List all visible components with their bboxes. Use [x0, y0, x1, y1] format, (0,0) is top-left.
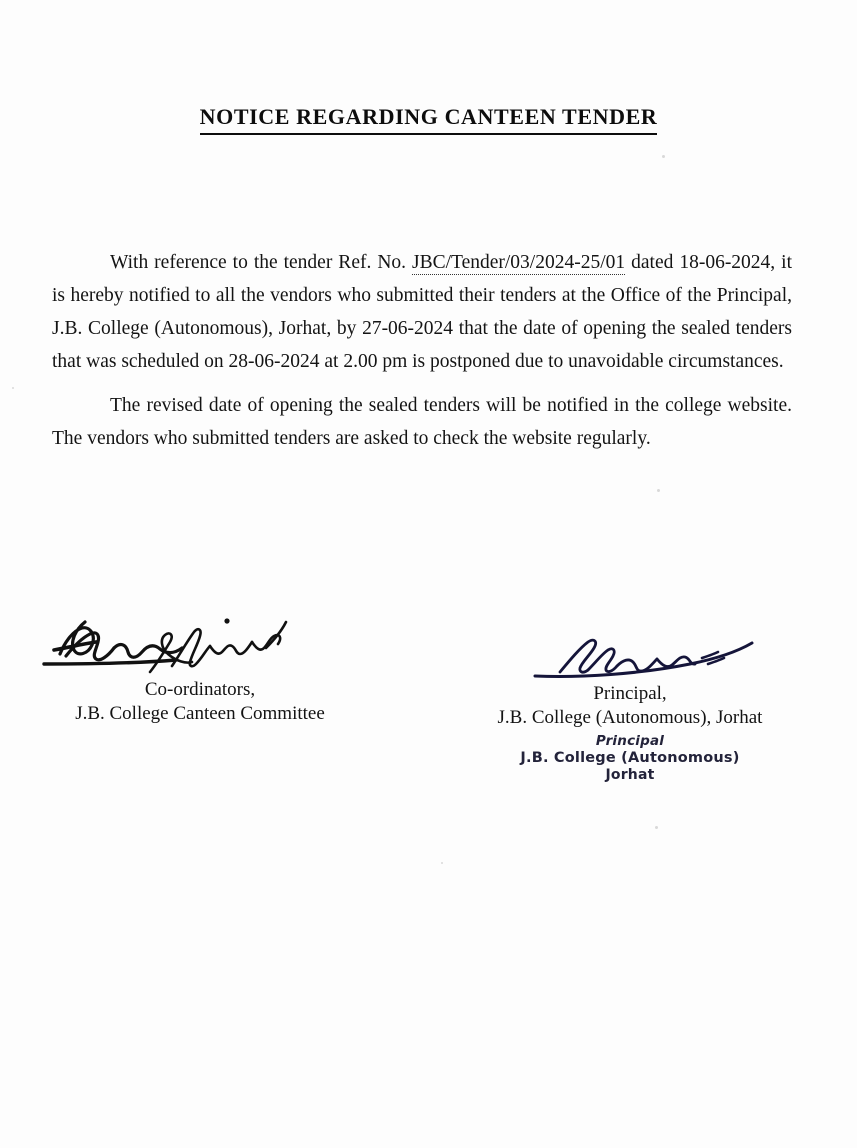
handwritten-signature-coordinator-two-icon	[30, 612, 370, 684]
principal-caption-line-1: Principal,	[593, 683, 667, 704]
scan-speck	[662, 155, 665, 158]
page-title-container	[0, 104, 857, 135]
principal-rubber-stamp	[440, 733, 820, 784]
scan-speck	[441, 862, 443, 864]
principal-signature-ink	[440, 628, 820, 688]
signature-block-coordinators	[30, 612, 370, 726]
stamp-line-1: Principal	[595, 733, 665, 749]
scan-speck	[655, 826, 658, 829]
coordinator-caption-line-1: Co-ordinators,	[144, 679, 256, 700]
coordinator-caption-line-2: J.B. College Canteen Committee	[75, 703, 325, 724]
stamp-line-2: J.B. College (Autonomous)	[520, 750, 740, 766]
principal-caption-line-2: J.B. College (Autonomous), Jorhat	[497, 707, 763, 728]
paragraph-one-trailing-text: dated 18-06-2024, it is hereby notified to all the vendors who submitted their tenders at the Office of the Principal, J.B. College (Autonomous), Jorhat, by 27-06-2024 that the date of opening the sealed tenders that was scheduled on 28-06-2024 at 2.00 pm is postponed due to unavoidable circumstances.	[52, 252, 792, 372]
handwritten-signature-principal-icon	[440, 628, 820, 688]
notice-body	[52, 246, 792, 455]
paragraph-two: The revised date of opening the sealed tenders will be notified in the college website. The vendors who submitted tenders are asked to check the website regularly.	[52, 395, 792, 449]
stamp-line-3: Jorhat	[605, 767, 655, 783]
coordinator-signatures-ink	[30, 612, 370, 684]
scan-speck	[12, 387, 14, 389]
paragraph-one-lead-text: With reference to the tender Ref. No.	[110, 252, 413, 273]
scan-speck	[657, 489, 660, 492]
tender-reference-number: JBC/Tender/03/2024-25/01	[412, 252, 626, 273]
paragraph-one	[52, 246, 792, 378]
signature-block-principal	[440, 628, 820, 784]
page-title: NOTICE REGARDING CANTEEN TENDER	[200, 104, 658, 135]
